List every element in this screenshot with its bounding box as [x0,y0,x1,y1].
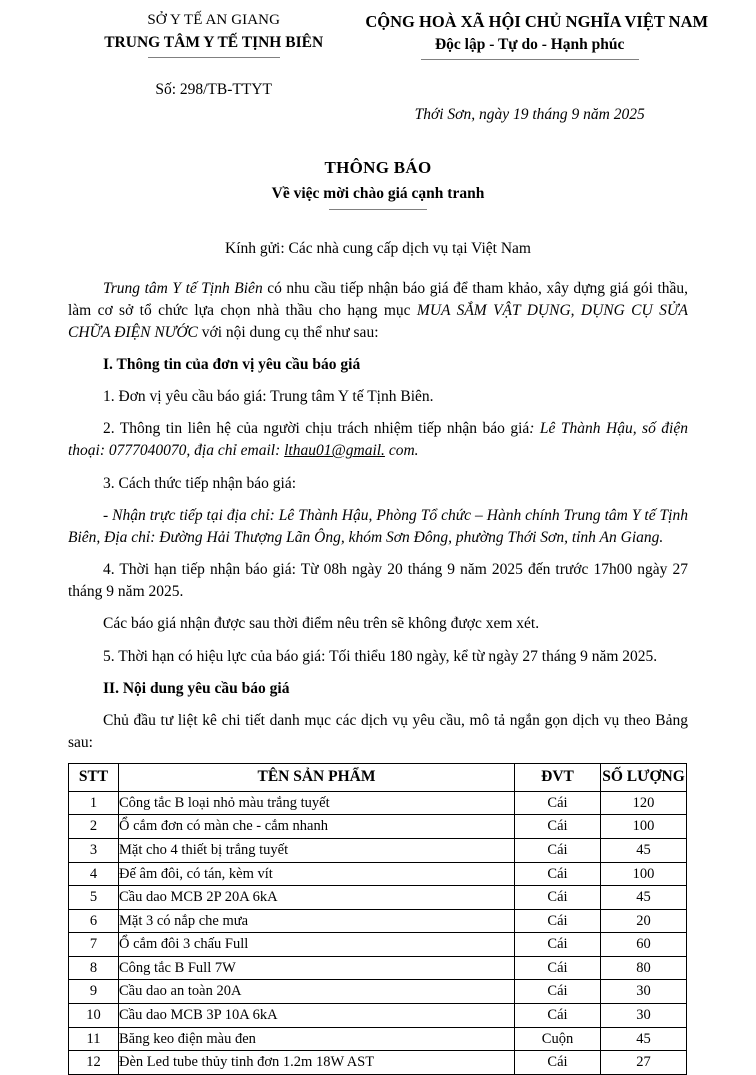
item-name: Cầu dao MCB 2P 20A 6kA [119,886,515,910]
column-header-unit: ĐVT [515,764,601,792]
item-index: 4 [69,862,119,886]
item-index: 11 [69,1027,119,1051]
column-header-name: TÊN SẢN PHẨM [119,764,515,792]
section-1-item-1: 1. Đơn vị yêu cầu báo giá: Trung tâm Y tế Tịnh Biên. [103,388,434,406]
document-number-block [62,60,365,126]
table-row [69,838,687,862]
item-index: 12 [69,1051,119,1075]
item-index: 3 [69,838,119,862]
item-unit: Cái [515,956,601,980]
section-2-heading: II. Nội dung yêu cầu báo giá [103,679,290,697]
section-1-item-2 [68,418,688,462]
organization-underline [148,57,280,58]
section-1-heading: I. Thông tin của đơn vị yêu cầu báo giá [103,356,361,374]
section-1-item-3-detail: - Nhận trực tiếp tại địa chỉ: Lê Thành Hậu, Phòng Tổ chức – Hành chính Trung tâm Y tế Tịnh Biên, Địa chỉ: Đường Hải Thượng Lãn Ông, khóm Sơn Đông, phường Thới Sơn, tỉnh An Giang. [68,506,688,546]
intro-procurement-item: MUA SẮM VẬT DỤNG, DỤNG CỤ SỬA CHỮA ĐIỆN NƯỚC [68,301,688,341]
item-quantity: 30 [601,1004,687,1028]
item-quantity: 27 [601,1051,687,1075]
item-unit: Cái [515,933,601,957]
items-table-head [69,764,687,792]
item-quantity: 60 [601,933,687,957]
document-number: Số: 298/TB-TTYT [155,81,273,99]
item-quantity: 100 [601,815,687,839]
item-quantity: 45 [601,838,687,862]
table-header-row [69,764,687,792]
item-2-contact: : Lê Thành Hậu, số điện thoại: 0777040070, địa chỉ email: [68,420,688,460]
item-2-email-tail: com. [384,442,419,460]
item-unit: Cái [515,815,601,839]
contact-email[interactable]: lthau01@gmail. [284,442,385,460]
items-table-wrapper [68,763,688,1075]
item-index: 2 [69,815,119,839]
item-index: 10 [69,1004,119,1028]
section-1-item-4-note: Các báo giá nhận được sau thời điểm nêu trên sẽ không được xem xét. [103,615,540,633]
document-title-block [0,156,756,209]
table-row [69,862,687,886]
items-table-body [69,791,687,1074]
item-unit: Cái [515,862,601,886]
item-index: 6 [69,909,119,933]
table-row [69,933,687,957]
national-heading-block [365,10,709,60]
document-header-secondary [62,60,694,126]
intro-text-1: có nhu cầu tiếp nhận báo giá để tham khảo, xây dựng giá gói thầu, làm cơ sở tổ chức lựa chọn nhà thầu cho hạng mục [68,279,689,319]
item-unit: Cái [515,838,601,862]
table-row [69,980,687,1004]
item-index: 5 [69,886,119,910]
table-row [69,1004,687,1028]
item-unit: Cái [515,886,601,910]
item-name: Ổ cắm đôi 3 chấu Full [119,933,515,957]
national-motto-underline [421,59,639,60]
table-row [69,1027,687,1051]
item-unit: Cái [515,791,601,815]
department-name: SỞ Y TẾ AN GIANG [147,12,281,28]
place-and-date: Thới Sơn, ngày 19 tháng 9 năm 2025 [414,106,645,124]
item-quantity: 20 [601,909,687,933]
recipient-line: Kính gửi: Các nhà cung cấp dịch vụ tại Việt Nam [225,239,531,257]
column-header-stt: STT [69,764,119,792]
item-index: 7 [69,933,119,957]
table-row [69,956,687,980]
section-1-item-5: 5. Thời hạn có hiệu lực của báo giá: Tối thiểu 180 ngày, kể từ ngày 27 tháng 9 năm 2025. [103,647,658,665]
item-name: Mặt cho 4 thiết bị trắng tuyết [119,838,515,862]
item-quantity: 30 [601,980,687,1004]
country-name: CỘNG HOÀ XÃ HỘI CHỦ NGHĨA VIỆT NAM [365,12,709,31]
table-row [69,815,687,839]
national-motto: Độc lập - Tự do - Hạnh phúc [434,36,625,54]
item-name: Công tắc B Full 7W [119,956,515,980]
column-header-qty: SỐ LƯỢNG [601,764,687,792]
center-name: TRUNG TÂM Y TẾ TỊNH BIÊN [104,34,324,52]
item-name: Mặt 3 có nắp che mưa [119,909,515,933]
item-name: Đèn Led tube thủy tinh đơn 1.2m 18W AST [119,1051,515,1075]
table-row [69,909,687,933]
item-name: Cầu dao MCB 3P 10A 6kA [119,1004,515,1028]
item-index: 9 [69,980,119,1004]
intro-text-2: với nội dung cụ thể như sau: [197,323,379,341]
item-quantity: 45 [601,1027,687,1051]
section-2-intro: Chủ đầu tư liệt kê chi tiết danh mục các dịch vụ yêu cầu, mô tả ngắn gọn dịch vụ theo Bảng sau: [68,711,688,752]
place-date-block [365,104,694,126]
item-name: Băng keo điện màu đen [119,1027,515,1051]
item-index: 1 [69,791,119,815]
item-quantity: 80 [601,956,687,980]
intro-org-name: Trung tâm Y tế Tịnh Biên [103,279,263,297]
items-table [68,763,687,1075]
item-quantity: 45 [601,886,687,910]
title-underline [329,209,427,210]
item-unit: Cái [515,909,601,933]
document-header [62,0,709,60]
item-index: 8 [69,956,119,980]
item-unit: Cái [515,1004,601,1028]
table-row [69,1051,687,1075]
intro-paragraph [68,278,688,344]
issuing-organization-block [62,10,365,60]
document-body [68,278,688,755]
table-row [69,791,687,815]
item-unit: Cuộn [515,1027,601,1051]
item-name: Ổ cắm đơn có màn che - cắm nhanh [119,815,515,839]
item-name: Đế âm đôi, có tán, kèm vít [119,862,515,886]
item-unit: Cái [515,1051,601,1075]
item-name: Công tắc B loại nhỏ màu trắng tuyết [119,791,515,815]
item-2-label: 2. Thông tin liên hệ của người chịu trách nhiệm tiếp nhận báo giá [103,420,530,438]
item-unit: Cái [515,980,601,1004]
item-quantity: 100 [601,862,687,886]
page-title: THÔNG BÁO [324,158,432,178]
page-subtitle: Về việc mời chào giá cạnh tranh [271,184,485,202]
section-1-item-3: 3. Cách thức tiếp nhận báo giá: [103,474,297,492]
table-row [69,886,687,910]
section-1-item-4: 4. Thời hạn tiếp nhận báo giá: Từ 08h ngày 20 tháng 9 năm 2025 đến trước 17h00 ngày 27 tháng 9 năm 2025. [68,561,688,601]
item-quantity: 120 [601,791,687,815]
item-name: Cầu dao an toàn 20A [119,980,515,1004]
